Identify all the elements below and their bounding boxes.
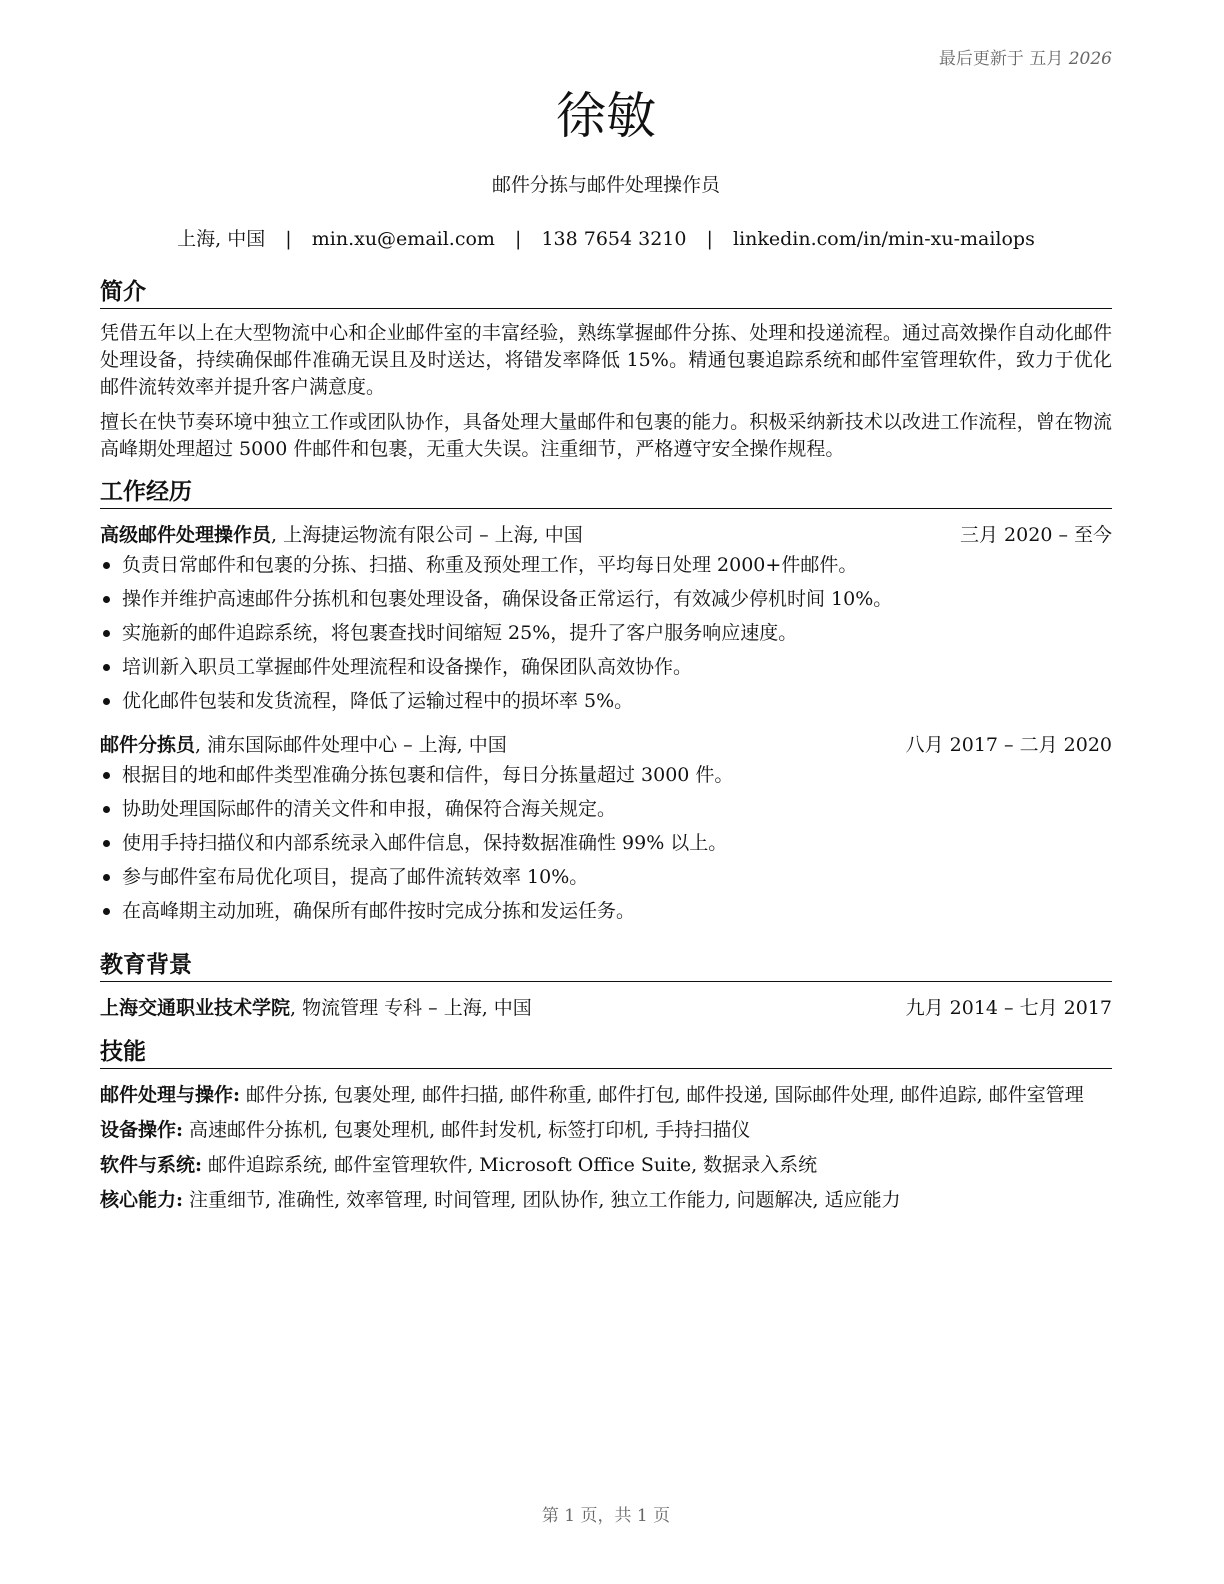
job-dates: 三月 2020 – 至今 bbox=[960, 524, 1112, 546]
summary-section bbox=[100, 277, 1112, 463]
job-bullets bbox=[100, 758, 1112, 928]
bullet-dot-icon bbox=[103, 772, 110, 779]
bullet-dot-icon bbox=[103, 874, 110, 881]
contact-separator: | bbox=[706, 228, 713, 250]
contact-separator: | bbox=[514, 228, 522, 250]
bullet-dot-icon bbox=[103, 840, 110, 847]
bullet-text: 操作并维护高速邮件分拣机和包裹处理设备，确保设备正常运行，有效减少停机时间 10%。 bbox=[122, 588, 893, 610]
list-item bbox=[100, 650, 1112, 684]
section-title-education: 教育背景 bbox=[100, 950, 1112, 982]
list-item bbox=[100, 894, 1112, 928]
contact-email[interactable]: min.xu@email.com bbox=[311, 228, 495, 250]
job-entry bbox=[100, 732, 1112, 928]
job-title-line bbox=[100, 732, 507, 758]
list-item bbox=[100, 548, 1112, 582]
contact-linkedin[interactable]: linkedin.com/in/min-xu-mailops bbox=[733, 228, 1035, 250]
list-item bbox=[100, 826, 1112, 860]
education-dates: 九月 2014 – 七月 2017 bbox=[905, 997, 1112, 1019]
job-role: 高级邮件处理操作员 bbox=[100, 524, 272, 546]
bullet-text: 优化邮件包装和发货流程，降低了运输过程中的损坏率 5%。 bbox=[122, 690, 634, 712]
bullet-dot-icon bbox=[103, 698, 110, 705]
list-item bbox=[100, 616, 1112, 650]
last-updated-month: 五月 bbox=[1029, 49, 1064, 69]
bullet-dot-icon bbox=[103, 908, 110, 915]
resume-page bbox=[100, 0, 1112, 1584]
skill-label: 核心能力: bbox=[100, 1189, 184, 1211]
list-item bbox=[100, 792, 1112, 826]
page-footer: 第 1 页，共 1 页 bbox=[541, 1506, 671, 1526]
skill-label: 软件与系统: bbox=[100, 1154, 203, 1176]
bullet-text: 在高峰期主动加班，确保所有邮件按时完成分拣和发运任务。 bbox=[122, 900, 636, 922]
bullet-text: 培训新入职员工掌握邮件处理流程和设备操作，确保团队高效协作。 bbox=[122, 656, 693, 678]
skills-section bbox=[100, 1037, 1112, 1218]
skill-label: 设备操作: bbox=[100, 1119, 184, 1141]
bullet-dot-icon bbox=[103, 630, 110, 637]
contact-separator: | bbox=[285, 228, 292, 250]
job-role: 邮件分拣员 bbox=[100, 734, 196, 756]
skill-row bbox=[100, 1113, 1112, 1148]
contact-line bbox=[100, 224, 1112, 251]
last-updated-prefix: 最后更新于 bbox=[938, 49, 1024, 69]
job-header bbox=[100, 732, 1112, 758]
contact-phone: 138 7654 3210 bbox=[541, 228, 687, 250]
education-section bbox=[100, 950, 1112, 1021]
experience-section bbox=[100, 477, 1112, 928]
section-title-summary: 简介 bbox=[100, 277, 1112, 309]
skill-value: 邮件追踪系统, 邮件室管理软件, Microsoft Office Suite, 数据录入系统 bbox=[202, 1154, 818, 1176]
bullet-text: 协助处理国际邮件的清关文件和申报，确保符合海关规定。 bbox=[122, 798, 617, 820]
skill-value: 邮件分拣, 包裹处理, 邮件扫描, 邮件称重, 邮件打包, 邮件投递, 国际邮件处理, 邮件追踪, 邮件室管理 bbox=[240, 1084, 1084, 1106]
last-updated bbox=[939, 44, 1112, 69]
section-title-skills: 技能 bbox=[100, 1037, 1112, 1069]
bullet-text: 使用手持扫描仪和内部系统录入邮件信息，保持数据准确性 99% 以上。 bbox=[122, 832, 728, 854]
skill-row bbox=[100, 1078, 1112, 1113]
skill-value: 注重细节, 准确性, 效率管理, 时间管理, 团队协作, 独立工作能力, 问题解决, 适应能力 bbox=[183, 1189, 901, 1211]
education-detail: , 物流管理 专科 – 上海, 中国 bbox=[290, 997, 532, 1019]
bullet-text: 根据目的地和邮件类型准确分拣包裹和信件，每日分拣量超过 3000 件。 bbox=[122, 764, 734, 786]
skill-row bbox=[100, 1148, 1112, 1183]
job-org: , 上海捷运物流有限公司 – 上海, 中国 bbox=[271, 524, 583, 546]
job-header bbox=[100, 522, 1112, 548]
job-org: , 浦东国际邮件处理中心 – 上海, 中国 bbox=[195, 734, 507, 756]
list-item bbox=[100, 684, 1112, 718]
education-title-line bbox=[100, 995, 532, 1021]
skill-value: 高速邮件分拣机, 包裹处理机, 邮件封发机, 标签打印机, 手持扫描仪 bbox=[183, 1119, 751, 1141]
job-entry bbox=[100, 522, 1112, 718]
education-entry bbox=[100, 995, 1112, 1021]
bullet-dot-icon bbox=[103, 562, 110, 569]
skill-label: 邮件处理与操作: bbox=[100, 1084, 241, 1106]
contact-location: 上海, 中国 bbox=[177, 228, 266, 250]
bullet-text: 负责日常邮件和包裹的分拣、扫描、称重及预处理工作，平均每日处理 2000+件邮件。 bbox=[122, 554, 858, 576]
job-dates: 八月 2017 – 二月 2020 bbox=[905, 734, 1112, 756]
skills-list bbox=[100, 1078, 1112, 1218]
bullet-text: 实施新的邮件追踪系统，将包裹查找时间缩短 25%，提升了客户服务响应速度。 bbox=[122, 622, 798, 644]
skill-row bbox=[100, 1183, 1112, 1218]
education-school: 上海交通职业技术学院 bbox=[100, 997, 291, 1019]
bullet-text: 参与邮件室布局优化项目，提高了邮件流转效率 10%。 bbox=[122, 866, 589, 888]
bullet-dot-icon bbox=[103, 806, 110, 813]
job-bullets bbox=[100, 548, 1112, 718]
list-item bbox=[100, 860, 1112, 894]
last-updated-year: 2026 bbox=[1068, 49, 1112, 69]
job-title-line bbox=[100, 522, 583, 548]
list-item bbox=[100, 582, 1112, 616]
summary-paragraph: 擅长在快节奏环境中独立工作或团队协作，具备处理大量邮件和包裹的能力。积极采纳新技术以改进工作流程，曾在物流高峰期处理超过 5000 件邮件和包裹，无重大失误。注重细节，严格遵守安全操作规程。 bbox=[100, 411, 1112, 460]
job-title: 邮件分拣与邮件处理操作员 bbox=[491, 174, 720, 196]
list-item bbox=[100, 758, 1112, 792]
candidate-name: 徐敏 bbox=[556, 87, 656, 145]
summary-paragraph: 凭借五年以上在大型物流中心和企业邮件室的丰富经验，熟练掌握邮件分拣、处理和投递流程。通过高效操作自动化邮件处理设备，持续确保邮件准确无误且及时送达，将错发率降低 15%。精通包裹追踪系统和邮件室管理软件，致力于优化邮件流转效率并提升客户满意度。 bbox=[100, 322, 1112, 398]
bullet-dot-icon bbox=[103, 596, 110, 603]
section-title-experience: 工作经历 bbox=[100, 477, 1112, 509]
bullet-dot-icon bbox=[103, 664, 110, 671]
